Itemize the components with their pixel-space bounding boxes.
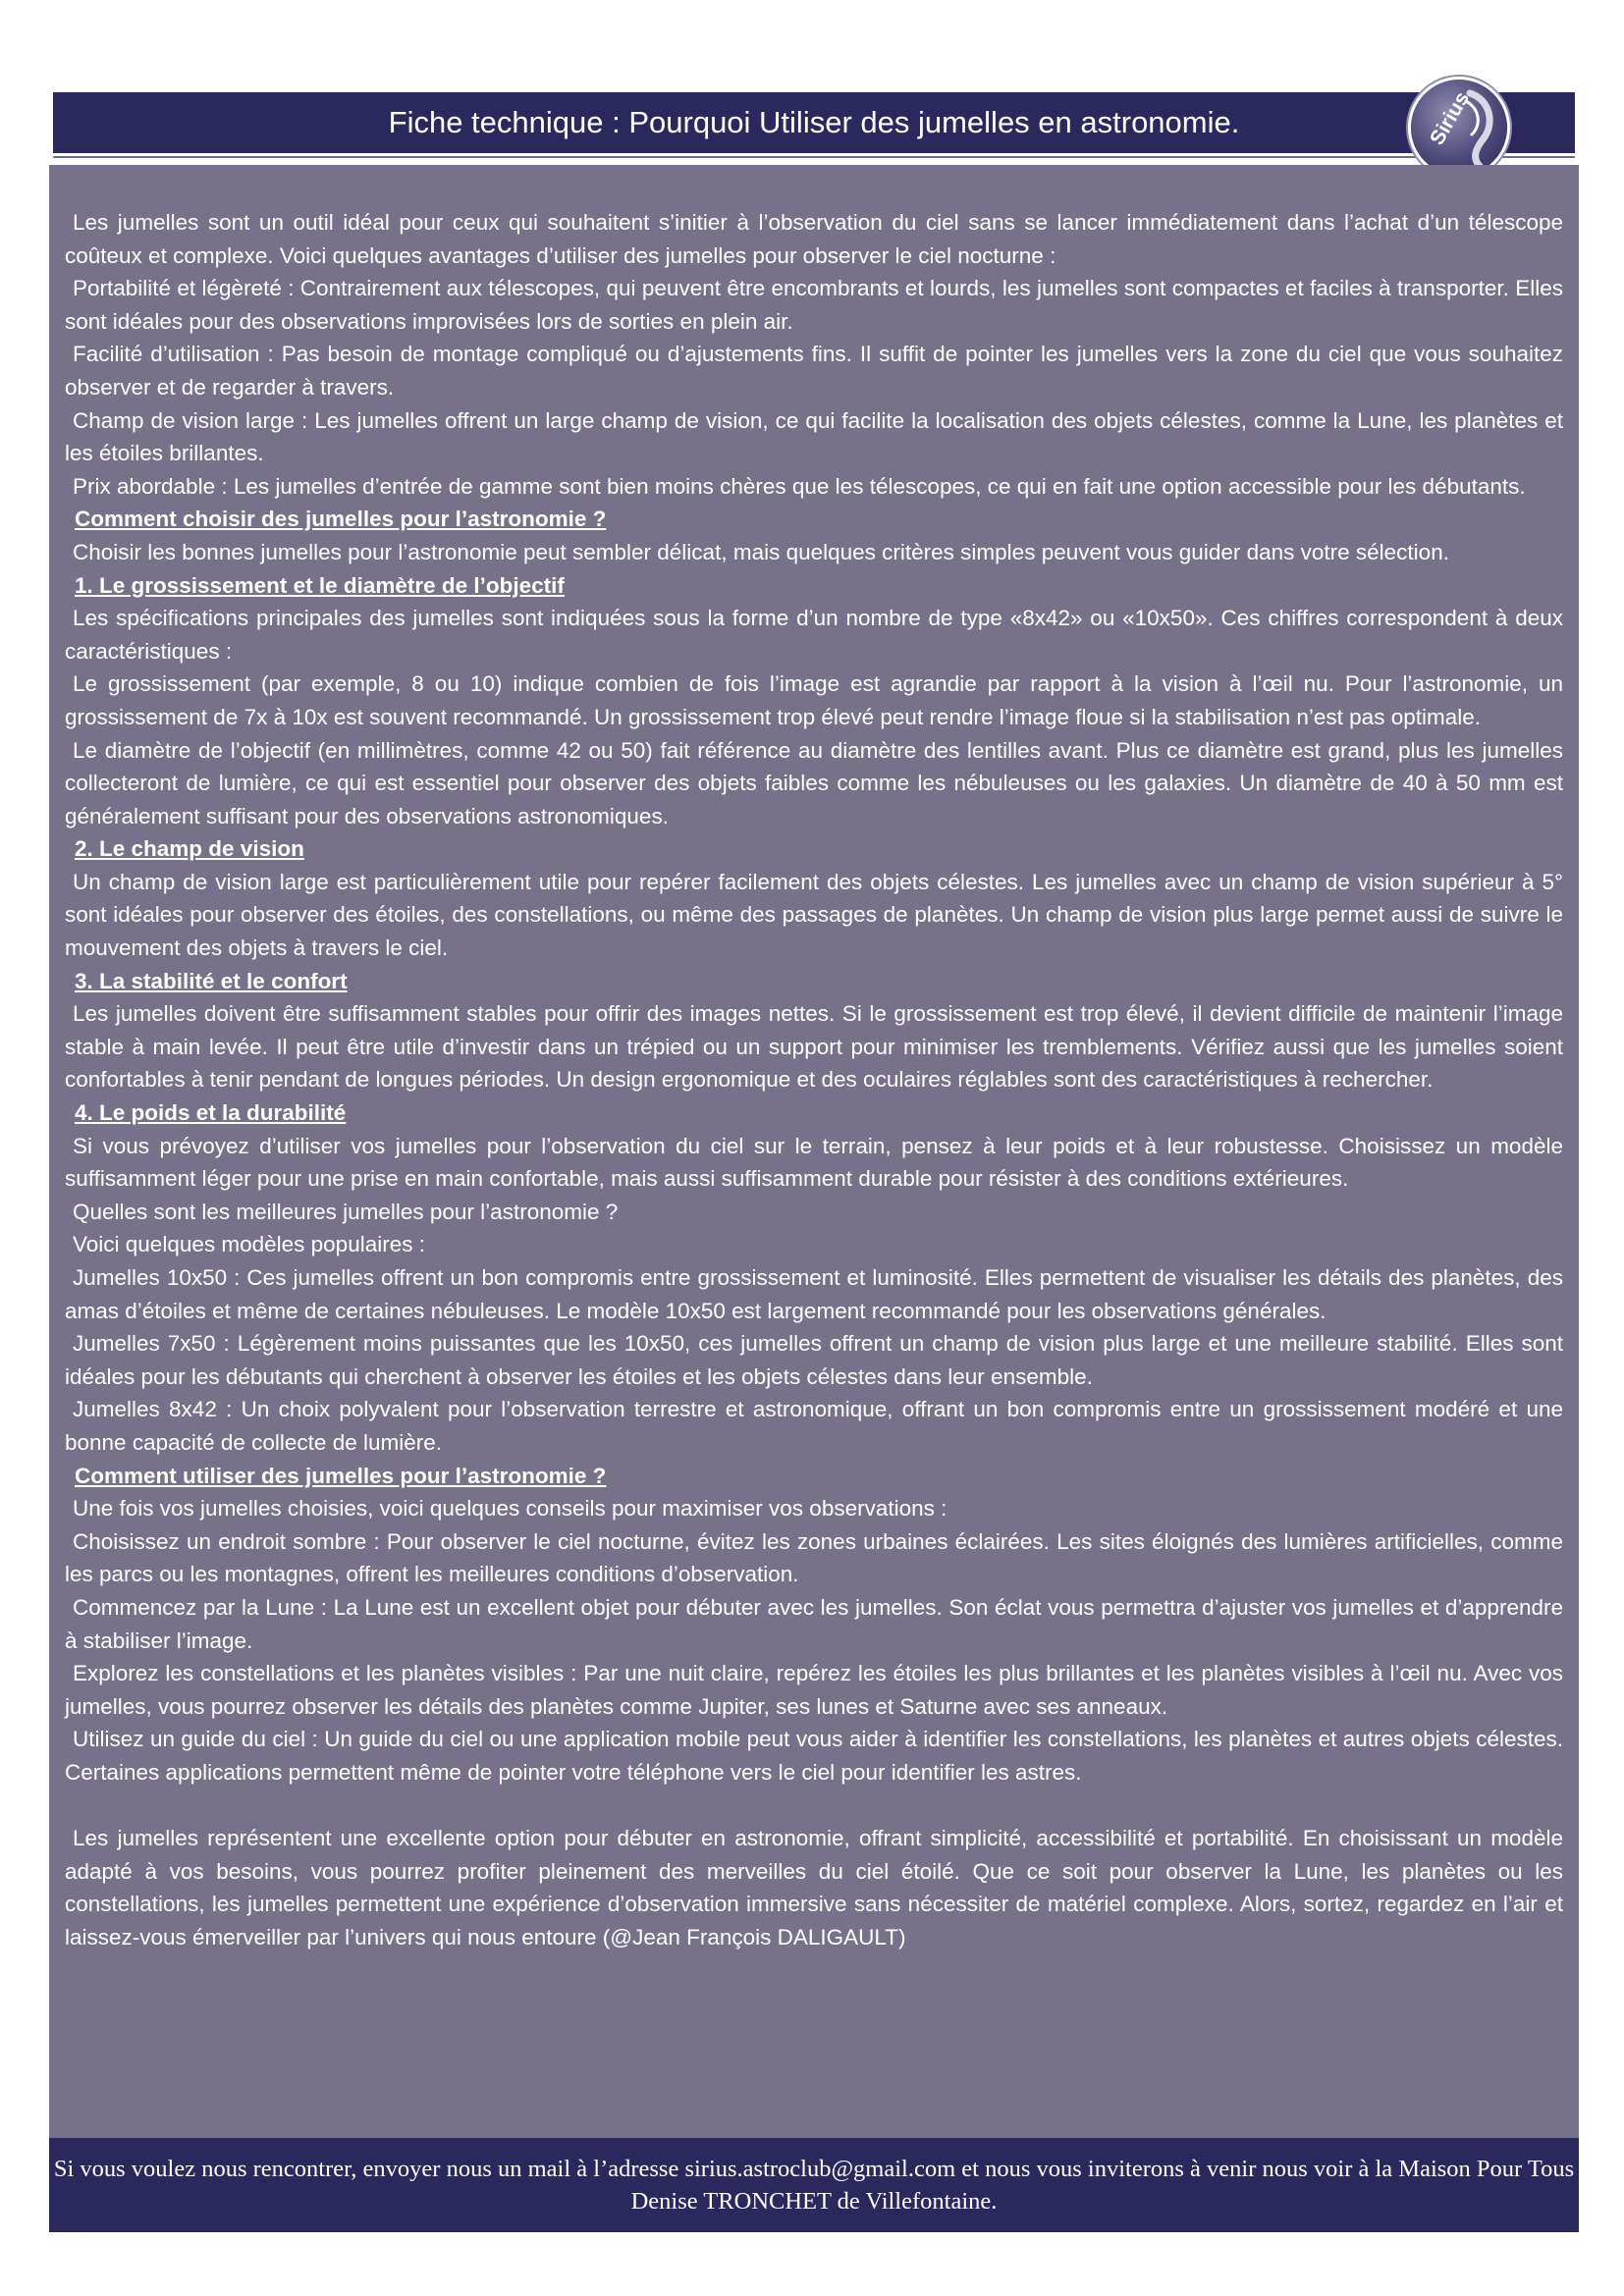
paragraph: Prix abordable : Les jumelles d’entrée de gamme sont bien moins chères que les télescopes, ce qui en fait une option accessible pour les débutants. — [73, 473, 1526, 499]
section-heading: 4. Le poids et la durabilité — [75, 1100, 347, 1126]
paragraph: Le diamètre de l’objectif (en millimètres, comme 42 ou 50) fait référence au diamètre des lentilles avant. Plus ce diamètre est grand, plus les jumelles collecteront de lumière, ce qui est essentiel pour observer des objets faibles comme les nébuleuses ou les galaxies. Un diamètre de 40 à 50 mm est généralement suffisant pour des observations astronomiques. — [65, 737, 1563, 828]
document-title — [53, 92, 1575, 153]
paragraph: Champ de vision large : Les jumelles offrent un large champ de vision, ce qui facilite la localisation des objets célestes, comme la Lune, les planètes et les étoiles brillantes. — [65, 407, 1563, 466]
paragraph: Quelles sont les meilleures jumelles pour l’astronomie ? — [73, 1199, 619, 1224]
section-heading: 1. Le grossissement et le diamètre de l’objectif — [75, 572, 565, 598]
conclusion-paragraph: Les jumelles représentent une excellente option pour débuter en astronomie, offrant simplicité, accessibilité et portabilité. En choisissant un modèle adapté à vos besoins, vous pourrez profiter pleinement des merveilles du ciel étoilé. Que ce soit pour observer la Lune, les planètes ou les constellations, les jumelles permettent une expérience d’observation immersive sans nécessiter de matériel complexe. Alors, sortez, regardez en l’air et laissez-vous émerveiller par l’univers qui nous entoure (@Jean François DALIGAULT) — [65, 1826, 1563, 1949]
paragraph: Si vous prévoyez d’utiliser vos jumelles pour l’observation du ciel sur le terrain, pensez à leur poids et à leur robustesse. Choisissez un modèle suffisamment léger pour une prise en main confortable, mais aussi suffisamment durable pour résister à des conditions extérieures. — [65, 1133, 1563, 1192]
logo-text: Sirius — [1426, 87, 1475, 149]
section-heading: Comment choisir des jumelles pour l’astronomie ? — [75, 507, 607, 532]
paragraph: Commencez par la Lune : La Lune est un excellent objet pour débuter avec les jumelles. Son éclat vous permettra d’ajuster vos jumelles et d’apprendre à stabiliser l’image. — [65, 1594, 1563, 1653]
paragraph: Un champ de vision large est particulièrement utile pour repérer facilement des objets célestes. Les jumelles avec un champ de vision supérieur à 5° sont idéales pour observer des étoiles, des constellations, ou même des passages de planètes. Un champ de vision plus large permet aussi de suivre le mouvement des objets à travers le ciel. — [65, 869, 1563, 961]
paragraph: Les jumelles doivent être suffisamment stables pour offrir des images nettes. Si le grossissement est trop élevé, il devient difficile de maintenir l’image stable à main levée. Il peut être utile d’investir dans un trépied ou un support pour minimiser les tremblements. Vérifiez aussi que les jumelles soient confortables à tenir pendant de longues périodes. Un design ergonomique et des oculaires réglables sont des caractéristiques à rechercher. — [65, 1001, 1563, 1093]
paragraph: Une fois vos jumelles choisies, voici quelques conseils pour maximiser vos observations : — [73, 1496, 947, 1522]
document-title-text: Fiche technique : Pourquoi Utiliser des jumelles en astronomie. — [388, 105, 1240, 139]
section-heading: Comment utiliser des jumelles pour l’astronomie ? — [75, 1463, 607, 1488]
sirius-logo-icon — [1411, 80, 1507, 176]
footer-banner — [49, 2138, 1579, 2232]
article-body — [65, 206, 1563, 1953]
section-heading: 2. Le champ de vision — [75, 836, 304, 862]
section-heading: 3. La stabilité et le confort — [75, 968, 348, 993]
paragraph: Jumelles 10x50 : Ces jumelles offrent un bon compromis entre grossissement et luminosité. Elles permettent de visualiser les détails des planètes, des amas d’étoiles et même de certaines nébuleuses. Le modèle 10x50 est largement recommandé pour les observations générales. — [65, 1265, 1563, 1323]
paragraph: Jumelles 8x42 : Un choix polyvalent pour l’observation terrestre et astronomique, offrant un bon compromis entre un grossissement modéré et une bonne capacité de collecte de lumière. — [65, 1397, 1563, 1455]
paragraph: Les spécifications principales des jumelles sont indiquées sous la forme d’un nombre de type «8x42» ou «10x50». Ces chiffres correspondent à deux caractéristiques : — [65, 606, 1563, 664]
paragraph: Choisir les bonnes jumelles pour l’astronomie peut sembler délicat, mais quelques critères simples peuvent vous guider dans votre sélection. — [73, 539, 1449, 564]
intro-paragraph: Les jumelles sont un outil idéal pour ceux qui souhaitent s’initier à l’observation du ciel sans se lancer immédiatement dans l’achat d’un télescope coûteux et complexe. Voici quelques avantages d’utiliser des jumelles pour observer le ciel nocturne : — [65, 210, 1563, 268]
paragraph: Facilité d’utilisation : Pas besoin de montage compliqué ou d’ajustements fins. Il suffit de pointer les jumelles vers la zone du ciel que vous souhaitez observer et de regarder à travers. — [65, 342, 1563, 400]
footer-text: Si vous voulez nous rencontrer, envoyer nous un mail à l’adresse sirius.astroclub@gmail.com et nous vous inviterons à venir nous voir à la Maison Pour Tous Denise TRONCHET de Villefontaine. — [53, 2156, 1575, 2215]
paragraph: Utilisez un guide du ciel : Un guide du ciel ou une application mobile peut vous aider à identifier les constellations, les planètes et autres objets célestes. Certaines applications permettent même de pointer votre téléphone vers le ciel pour identifier les astres. — [65, 1727, 1563, 1785]
paragraph: Le grossissement (par exemple, 8 ou 10) indique combien de fois l’image est agrandie par rapport à la vision à l’œil nu. Pour l’astronomie, un grossissement de 7x à 10x est souvent recommandé. Un grossissement trop élevé peut rendre l’image floue si la stabilisation n’est pas optimale. — [65, 671, 1563, 729]
paragraph: Voici quelques modèles populaires : — [73, 1232, 425, 1257]
paragraph: Explorez les constellations et les planètes visibles : Par une nuit claire, repérez les étoiles les plus brillantes et les planètes visibles à l’œil nu. Avec vos jumelles, vous pourrez observer les détails des planètes comme Jupiter, ses lunes et Saturne avec ses anneaux. — [65, 1661, 1563, 1719]
paragraph: Choisissez un endroit sombre : Pour observer le ciel nocturne, évitez les zones urbaines éclairées. Les sites éloignés des lumières artificielles, comme les parcs ou les montagnes, offrent les meilleures conditions d’observation. — [65, 1528, 1563, 1587]
paragraph: Portabilité et légèreté : Contrairement aux télescopes, qui peuvent être encombrants et lourds, les jumelles sont compactes et faciles à transporter. Elles sont idéales pour des observations improvisées lors de sorties en plein air. — [65, 276, 1563, 334]
blank-line — [65, 1789, 1563, 1823]
paragraph: Jumelles 7x50 : Légèrement moins puissantes que les 10x50, ces jumelles offrent un champ de vision plus large et une meilleure stabilité. Elles sont idéales pour les débutants qui cherchent à observer les étoiles et les objets célestes dans leur ensemble. — [65, 1331, 1563, 1389]
content-panel — [49, 165, 1579, 2138]
